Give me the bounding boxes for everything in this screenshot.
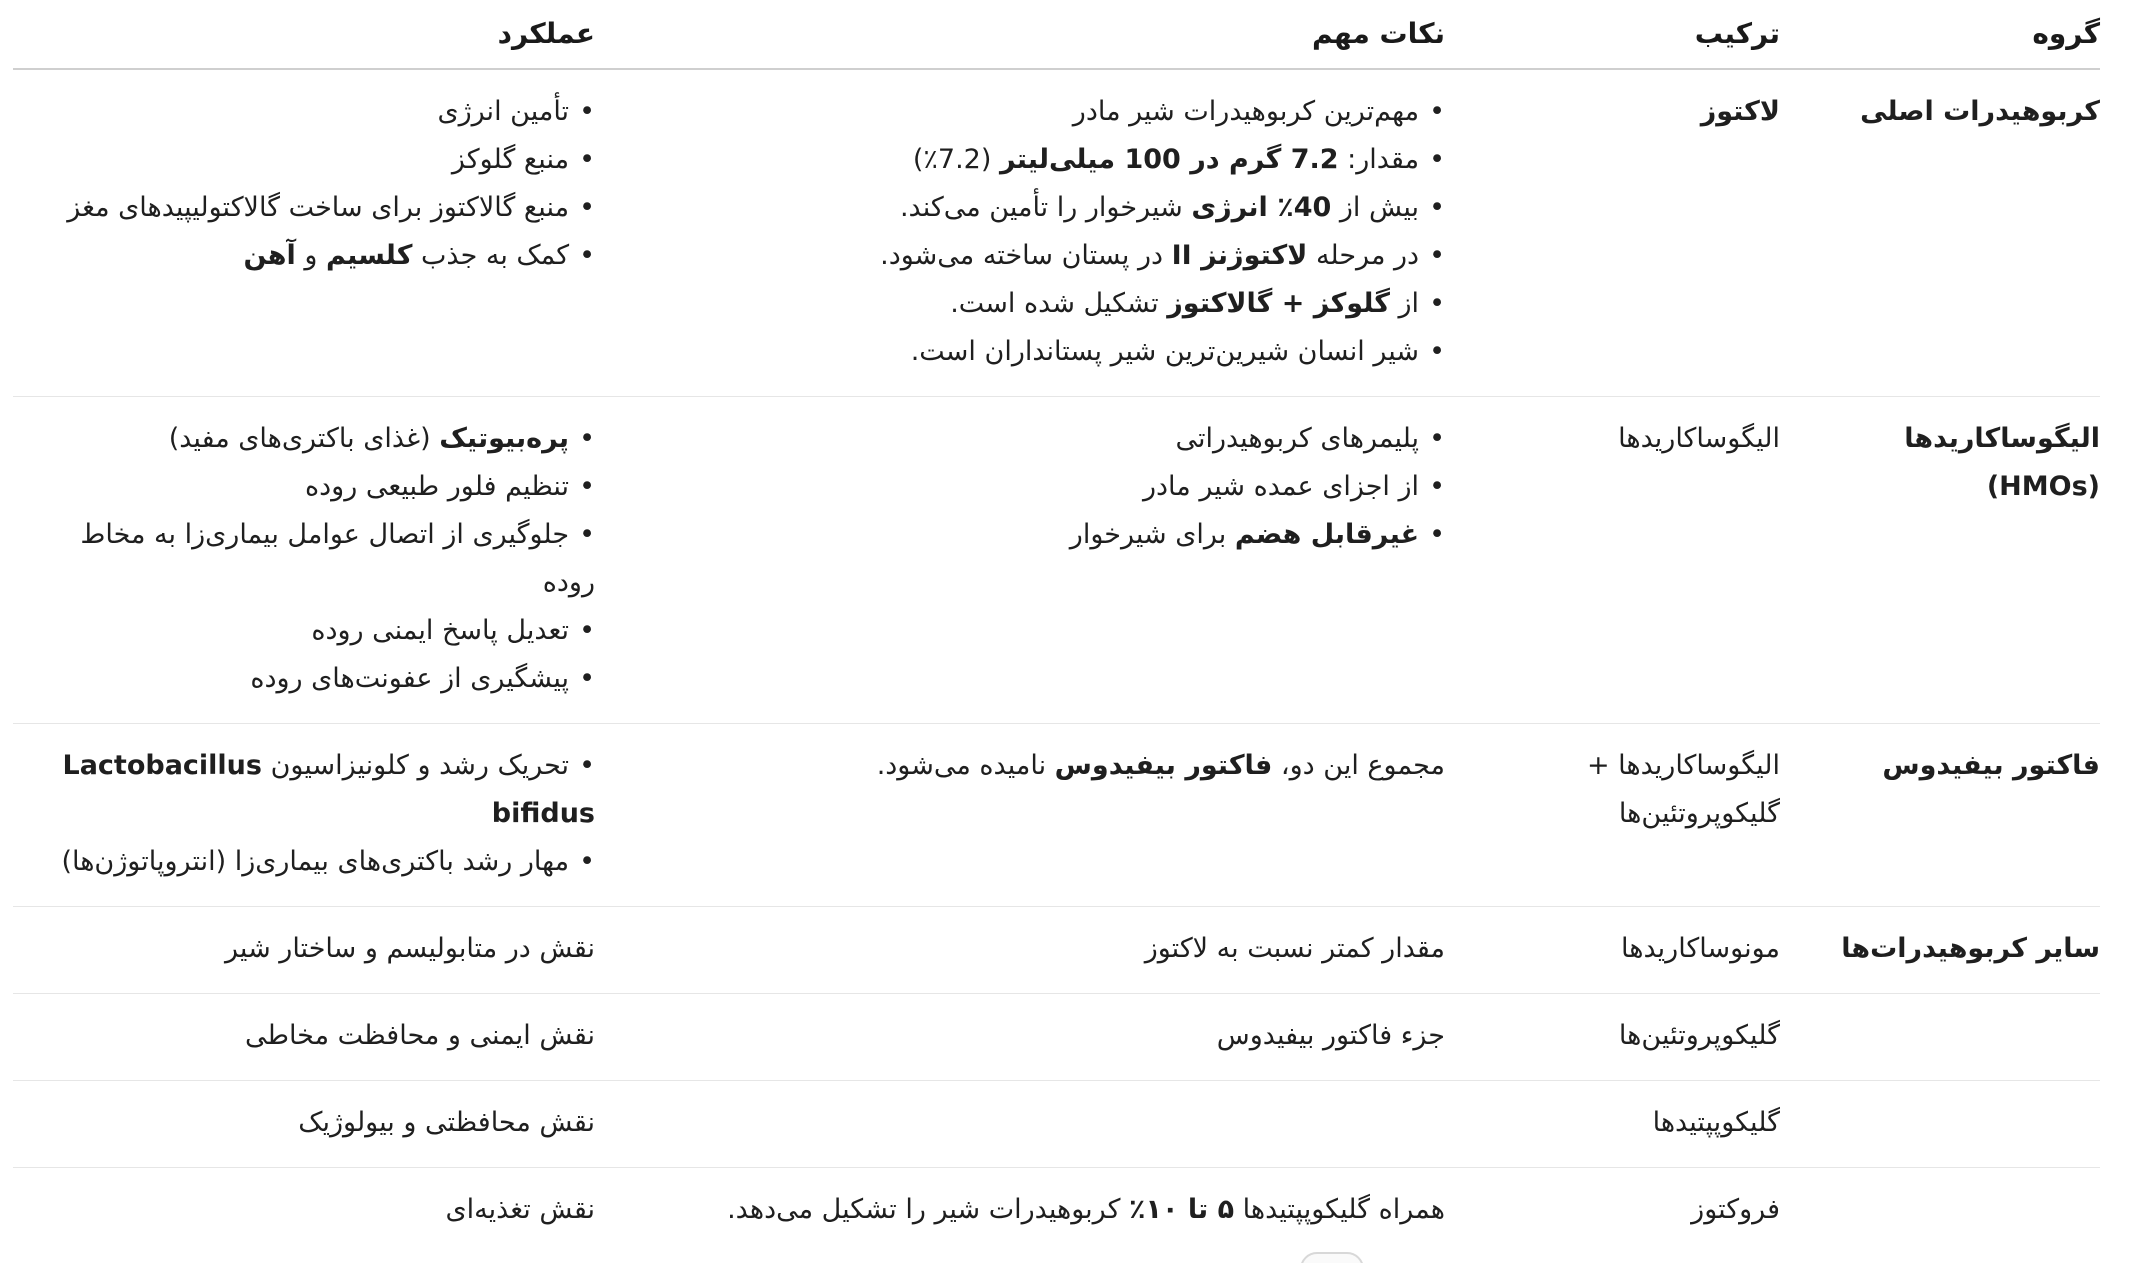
cell-group: [1780, 1081, 2100, 1168]
function-list: [25, 415, 595, 703]
table-row-glycoproteins: [13, 994, 2100, 1081]
list-item: •پیشگیری از عفونت‌های روده: [250, 663, 595, 694]
list-item: •بیش از 40٪ انرژی شیرخوار را تأمین می‌کند.: [899, 192, 1445, 223]
list-item: •کمک به جذب کلسیم و آهن: [243, 240, 595, 271]
list-item: •پره‌بیوتیک (غذای باکتری‌های مفید): [168, 423, 595, 454]
cell-group: [1780, 1168, 2100, 1255]
notes-list: [607, 88, 1445, 376]
table-row-monosaccharides: [13, 907, 2100, 994]
cell-composition: فروکتوز: [1691, 1194, 1780, 1225]
header-composition: ترکیب: [1445, 0, 1780, 69]
list-item: •مقدار: 7.2 گرم در 100 میلی‌لیتر (7.2٪): [912, 144, 1445, 175]
header-function: عملکرد: [13, 0, 595, 69]
list-item: •منبع گالاکتوز برای ساخت گالاکتولیپیدهای مغز: [67, 192, 595, 223]
cell-function: نقش ایمنی و محافظت مخاطی: [13, 994, 595, 1081]
list-item: •شیر انسان شیرین‌ترین شیر پستانداران است.: [910, 336, 1445, 367]
header-row: [13, 0, 2100, 69]
table-row-lactose: [13, 69, 2100, 397]
list-item: •غیرقابل هضم برای شیرخوار: [1069, 519, 1445, 550]
list-item: •تنظیم فلور طبیعی روده: [304, 471, 595, 502]
list-item: •جلوگیری از اتصال عوامل بیماری‌زا به مخاط روده: [80, 519, 595, 598]
cell-group: [1780, 994, 2100, 1081]
scroll-down-button[interactable]: [1300, 1252, 1364, 1263]
table-header: [13, 0, 2100, 69]
cell-group: الیگوساکاریدها (HMOs): [1780, 397, 2100, 724]
list-item: •در مرحله لاکتوژنز II در پستان ساخته می‌شود.: [880, 240, 1445, 271]
cell-notes: مقدار کمتر نسبت به لاکتوز: [595, 907, 1445, 994]
list-item: •مهار رشد باکتری‌های بیماری‌زا (انتروپاتوژن‌ها): [61, 846, 595, 877]
list-item: •تأمین انرژی: [437, 96, 595, 127]
table-row-hmo: [13, 397, 2100, 724]
header-group: گروه: [1780, 0, 2100, 69]
carbohydrate-table: [13, 0, 2100, 1254]
header-notes: نکات مهم: [595, 0, 1445, 69]
table-row-fructose: [13, 1168, 2100, 1255]
cell-composition: گلیکوپروتئین‌ها: [1445, 994, 1780, 1081]
function-list: [25, 742, 595, 886]
table-row-bifidus: [13, 724, 2100, 907]
cell-composition: الیگوساکاریدها + گلیکوپروتئین‌ها: [1445, 724, 1780, 907]
cell-function: [13, 397, 595, 724]
cell-group: کربوهیدرات اصلی: [1780, 69, 2100, 397]
cell-notes: جزء فاکتور بیفیدوس: [595, 994, 1445, 1081]
cell-composition: لاکتوز: [1445, 69, 1780, 397]
cell-notes: [595, 1081, 1445, 1168]
cell-group: سایر کربوهیدرات‌ها: [1780, 907, 2100, 994]
list-item: •پلیمرهای کربوهیدراتی: [1175, 423, 1445, 454]
cell-function: [13, 69, 595, 397]
cell-composition: مونوساکاریدها: [1445, 907, 1780, 994]
cell-function: نقش تغذیه‌ای: [445, 1194, 595, 1225]
cell-composition: گلیکوپپتیدها: [1445, 1081, 1780, 1168]
list-item: •منبع گلوکز: [451, 144, 595, 175]
cell-notes: [595, 69, 1445, 397]
list-item: •مهم‌ترین کربوهیدرات شیر مادر: [1072, 96, 1445, 127]
cell-notes: همراه گلیکوپپتیدها ۵ تا ۱۰٪ کربوهیدرات شیر را تشکیل می‌دهد.: [727, 1194, 1445, 1225]
list-item: •تعدیل پاسخ ایمنی روده: [311, 615, 595, 646]
list-item: •از اجزای عمده شیر مادر: [1143, 471, 1445, 502]
list-item: •تحریک رشد و کلونیزاسیون Lactobacillus bifidus: [62, 750, 595, 829]
cell-notes: [595, 397, 1445, 724]
cell-notes: مجموع این دو، فاکتور بیفیدوس نامیده می‌شود.: [595, 724, 1445, 907]
list-item: •از گلوکز + گالاکتوز تشکیل شده است.: [950, 288, 1445, 319]
function-list: [25, 88, 595, 280]
cell-function: [13, 724, 595, 907]
cell-group: فاکتور بیفیدوس: [1780, 724, 2100, 907]
table-row-glycopeptides: [13, 1081, 2100, 1168]
notes-list: [607, 415, 1445, 559]
cell-composition: الیگوساکاریدها: [1445, 397, 1780, 724]
cell-function: نقش در متابولیسم و ساختار شیر: [13, 907, 595, 994]
cell-function: نقش محافظتی و بیولوژیک: [13, 1081, 595, 1168]
